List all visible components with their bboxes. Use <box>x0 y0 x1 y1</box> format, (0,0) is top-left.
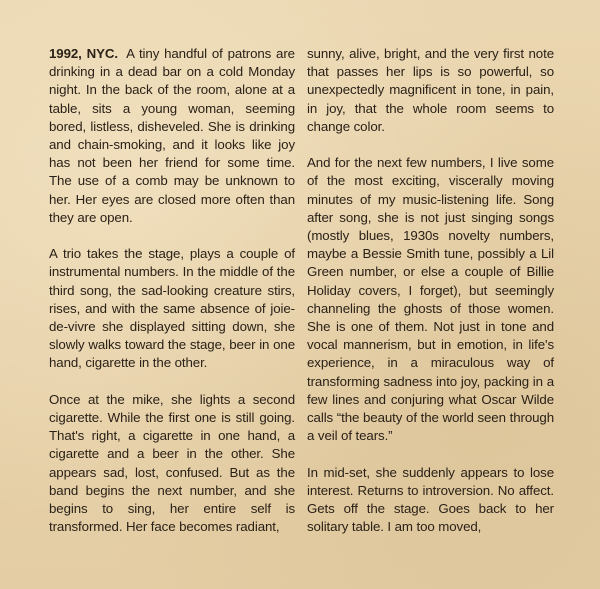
paragraph-3: Once at the mike, she lights a second cigarette. While the first one is still going. That's right, a cigarette in one hand, a cigarette and a beer in the other. She appears sad, lost, confused. But as the band begins the next number, and she begins to sing, her entire self is transformed. Her face becomes radiant, <box>49 391 295 535</box>
dateline: 1992, NYC. <box>49 46 118 61</box>
paragraph-2: A trio takes the stage, plays a couple of instrumental numbers. In the middle of the third song, the sad-looking creature stirs, rises, and with the same absence of joie-de-vivre she displayed sitting down, she slowly walks toward the stage, beer in one hand, cigarette in the other. <box>49 246 295 371</box>
paragraph-1-text: A tiny handful of patrons are drinking in a dead bar on a cold Monday night. In the back of the room, alone at a table, sits a young woman, seeming bored, listless, disheveled. She is drinking and chain-smoking, and it looks like joy has not been her friend for some time. The use of a comb may be unknown to her. Her eyes are closed more often than they are open. <box>49 46 295 225</box>
paragraph-5: And for the next few numbers, I live some of the most exciting, viscerally moving minutes of my music-listening life. Song after song, she is not just singing songs (mostly blues, 1930s novelty numbers, maybe a Bessie Smith tune, possibly a Lil Green number, or else a couple of Billie Holiday covers, I forget), but seemingly channeling the ghosts of those women. She is one of them. Not just in tone and vocal mannerism, but in emotion, in life's experience, in a miraculous way of transforming sadness into joy, packing in a few lines and conjuring what Oscar Wilde calls “the beauty of the world seen through a veil of tears.” <box>307 155 554 444</box>
paragraph-1 <box>49 45 295 227</box>
paragraph-4: sunny, alive, bright, and the very first note that passes her lips is so powerful, so unexpectedly magnificent in tone, in pain, in joy, that the whole room seems to change color. <box>307 46 554 134</box>
right-column <box>307 45 554 536</box>
paragraph-6: In mid-set, she suddenly appears to lose interest. Returns to introversion. No affect. Gets off the stage. Goes back to her solitary table. I am too moved, <box>307 464 554 535</box>
left-column <box>49 45 295 536</box>
